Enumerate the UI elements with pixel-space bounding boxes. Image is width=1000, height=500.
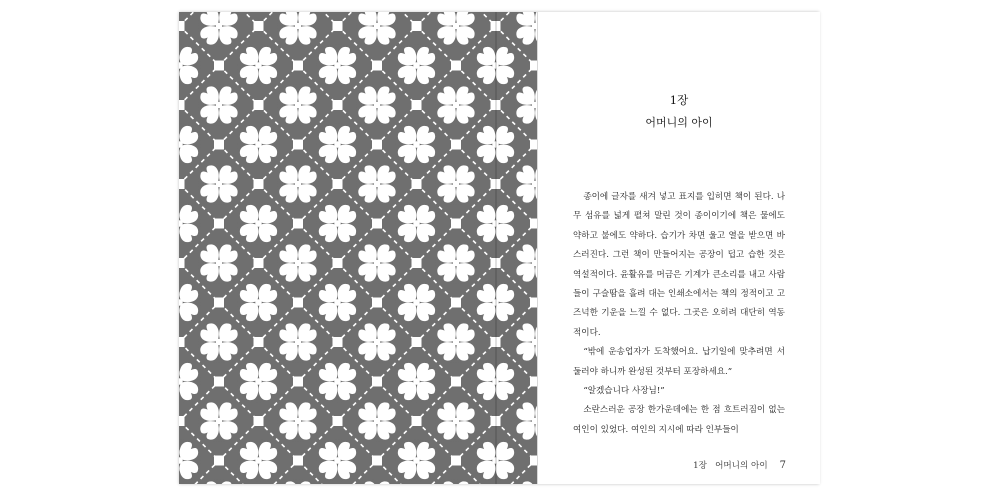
lattice-square <box>372 377 382 387</box>
text-page <box>537 12 820 484</box>
lattice-square <box>530 298 537 308</box>
lattice-square <box>179 179 185 189</box>
lattice-square <box>179 416 185 426</box>
lattice-square <box>179 21 185 31</box>
lattice-square <box>451 456 461 466</box>
page-gutter <box>495 12 497 484</box>
lattice-square <box>214 377 224 387</box>
running-head: 1장 어머니의 아이 <box>693 461 768 471</box>
lattice-square <box>451 298 461 308</box>
lattice-square <box>530 377 537 387</box>
lattice-square <box>333 337 343 347</box>
lattice-square <box>333 258 343 268</box>
page-number: 7 <box>779 460 786 471</box>
lattice-square <box>293 219 303 229</box>
lattice-square <box>530 61 537 71</box>
lattice-square <box>254 337 264 347</box>
lattice-square <box>372 140 382 150</box>
lattice-square <box>214 219 224 229</box>
page-footer <box>693 459 786 471</box>
lattice-square <box>530 456 537 466</box>
lattice-square <box>254 416 264 426</box>
lattice-square <box>293 298 303 308</box>
lattice-square <box>293 456 303 466</box>
lattice-square <box>530 219 537 229</box>
lattice-square <box>451 61 461 71</box>
lattice-square <box>412 416 422 426</box>
lattice-square <box>214 456 224 466</box>
lattice-square <box>333 100 343 110</box>
lattice-square <box>372 219 382 229</box>
lattice-square <box>214 140 224 150</box>
lattice-square <box>412 21 422 31</box>
paragraph: “알겠습니다 사장님!” <box>583 386 665 397</box>
paragraph: 종이에 글자를 새겨 넣고 표지를 입히면 책이 된다. 나무 섬유를 넓게 펼쳐 말린 것이 종이이기에 책은 물에도 약하고 불에도 약하다. 습기가 차면 울고 열을 받으면 바스러진다. 그런 책이 만들어지는 공장이 덥고 습한 것은 역설적이다. 윤활유를 머금은 기계가 큰소리를 내고 사람들이 구슬땀을 흘려 대는 인쇄소에서는 책의 정적이고 고즈넉한 기운을 느낄 수 없다. 그곳은 오히려 대단히 역동적이다. <box>573 192 785 338</box>
lattice-square <box>254 258 264 268</box>
lattice-square <box>293 377 303 387</box>
lattice-square <box>451 377 461 387</box>
lattice-square <box>179 337 185 347</box>
body-text <box>573 188 785 440</box>
lattice-square <box>254 100 264 110</box>
lattice-square <box>372 456 382 466</box>
lattice-square <box>451 219 461 229</box>
lattice-square <box>293 140 303 150</box>
lattice-square <box>333 21 343 31</box>
lattice-square <box>412 179 422 189</box>
lattice-square <box>372 298 382 308</box>
lattice-square <box>254 21 264 31</box>
paragraph: 소란스러운 공장 한가운데에는 한 점 흐트러짐이 없는 여인이 있었다. 여인의 지시에 따라 인부들이 <box>573 405 785 435</box>
lattice-square <box>179 258 185 268</box>
lattice-square <box>412 337 422 347</box>
chapter-title: 어머니의 아이 <box>645 116 713 129</box>
book-spread <box>179 12 819 484</box>
lattice-square <box>214 298 224 308</box>
lattice-square <box>333 416 343 426</box>
lattice-square <box>412 258 422 268</box>
chapter-number: 1장 <box>669 93 689 107</box>
lattice-square <box>293 61 303 71</box>
lattice-square <box>254 179 264 189</box>
flower-lattice-pattern <box>179 12 537 484</box>
lattice-square <box>412 100 422 110</box>
lattice-square <box>214 61 224 71</box>
paragraph: “밖에 운송업자가 도착했어요. 납기일에 맞추려면 서둘러야 하니까 완성된 것부터 포장하세요.” <box>573 347 785 377</box>
lattice-square <box>333 179 343 189</box>
lattice-square <box>530 140 537 150</box>
lattice-square <box>179 100 185 110</box>
lattice-square <box>372 61 382 71</box>
lattice-square <box>451 140 461 150</box>
cover-pattern-page <box>179 12 537 484</box>
